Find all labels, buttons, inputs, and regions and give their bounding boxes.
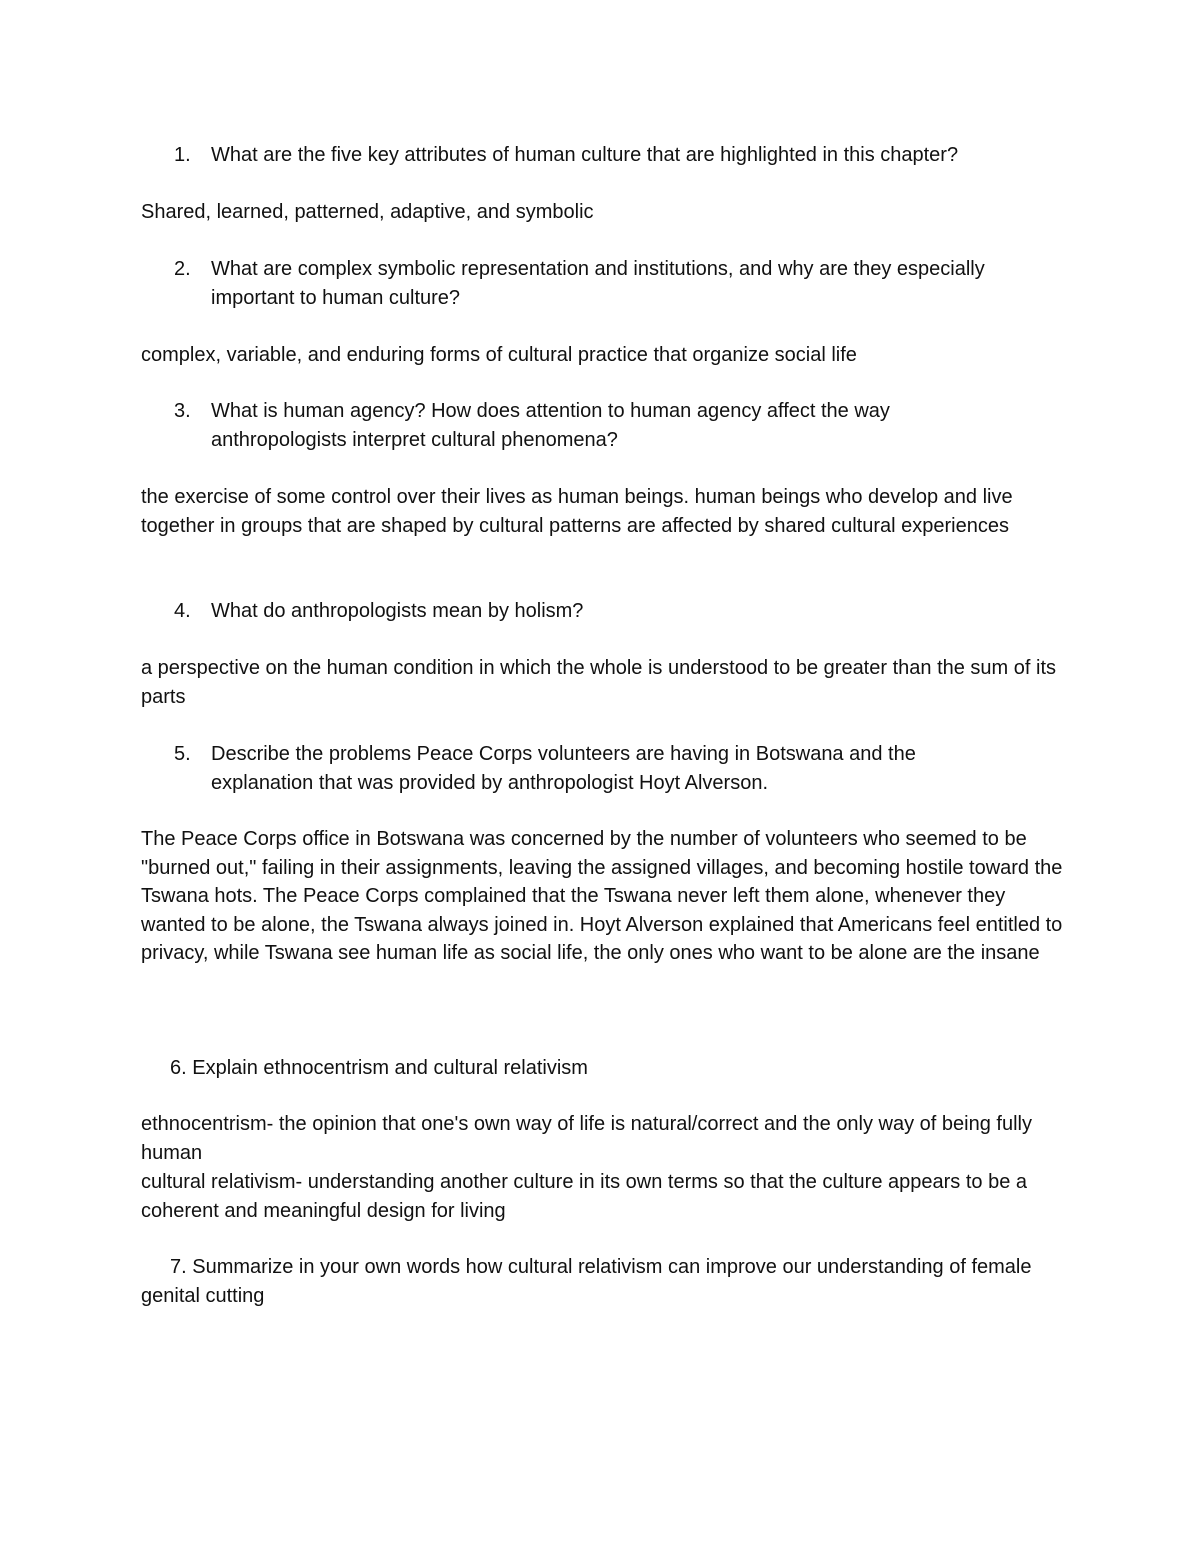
answer-4: a perspective on the human condition in which the whole is understood to be greater than the sum of its parts: [141, 657, 1056, 708]
answer-3: the exercise of some control over their lives as human beings. human beings who develop and live together in groups that are shaped by cultural patterns are affected by shared cultural experiences: [141, 486, 1013, 537]
question-6: 6. Explain ethnocentrism and cultural relativism: [170, 1057, 588, 1079]
question-text: What do anthropologists mean by holism?: [211, 600, 584, 622]
question-number: 1.: [174, 144, 191, 166]
question-text: Describe the problems Peace Corps volunteers are having in Botswana and the explanation that was provided by anthropologist Hoyt Alverson.: [211, 743, 916, 794]
question-7: 7. Summarize in your own words how cultural relativism can improve our understanding of female genital cutting: [141, 1256, 1032, 1307]
question-number: 5.: [174, 743, 191, 765]
question-text: What are complex symbolic representation and institutions, and why are they especially important to human culture?: [211, 258, 985, 309]
question-text: What are the five key attributes of human culture that are highlighted in this chapter?: [211, 144, 959, 166]
question-number: 3.: [174, 400, 191, 422]
answer-5: The Peace Corps office in Botswana was concerned by the number of volunteers who seemed to be "burned out," failing in their assignments, leaving the assigned villages, and becoming hostile toward the Tswana hots. The Peace Corps complained that the Tswana never left them alone, whenever they wanted to be alone, the Tswana always joined in. Hoyt Alverson explained that Americans feel entitled to privacy, while Tswana see human life as social life, the only ones who want to be alone are the insane: [141, 828, 1063, 964]
answer-6-ethnocentrism: ethnocentrism- the opinion that one's own way of life is natural/correct and the only way of being fully human: [141, 1113, 1032, 1164]
question-number: 4.: [174, 600, 191, 622]
answer-2: complex, variable, and enduring forms of cultural practice that organize social life: [141, 344, 857, 366]
question-text: What is human agency? How does attention to human agency affect the way anthropologists interpret cultural phenomena?: [211, 400, 890, 451]
question-number: 2.: [174, 258, 191, 280]
answer-1: Shared, learned, patterned, adaptive, and symbolic: [141, 201, 594, 223]
answer-6-cultural-relativism: cultural relativism- understanding another culture in its own terms so that the culture appears to be a coherent and meaningful design for living: [141, 1171, 1028, 1222]
